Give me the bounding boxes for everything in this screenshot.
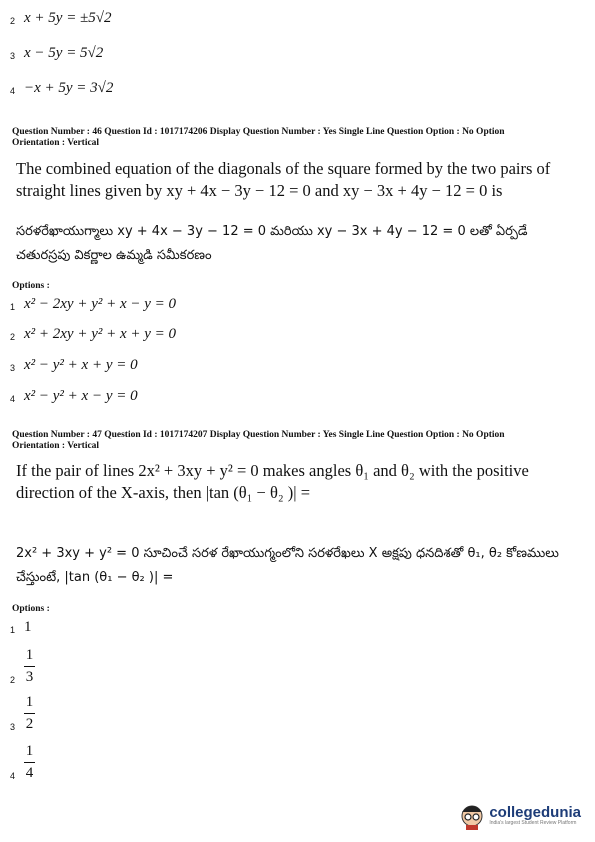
option-text: x² − y² + x + y = 0 — [24, 357, 138, 373]
prev-option-2 — [10, 10, 112, 27]
fraction-bar — [24, 762, 35, 763]
q46-options-label: Options : — [12, 281, 50, 291]
option-text: x² − y² + x − y = 0 — [24, 388, 138, 404]
q47-option-2[interactable] — [10, 647, 35, 686]
option-text: x² − 2xy + y² + x − y = 0 — [24, 296, 177, 312]
option-text: x + 5y = ±5√2 — [24, 10, 112, 26]
option-number: 3 — [10, 51, 16, 61]
q47-english-text: If the pair of lines 2x² + 3xy + y² = 0 makes angles θ₁ and θ₂ with the positive direction of the X-axis, then |tan (θ₁ − θ₂ )| = — [16, 461, 529, 502]
option-number: 3 — [10, 363, 16, 373]
option-number: 4 — [10, 394, 16, 404]
option-number: 4 — [10, 86, 16, 96]
denominator: 4 — [25, 765, 34, 781]
q47-option-4[interactable] — [10, 743, 35, 782]
option-number: 1 — [10, 625, 16, 635]
numerator: 1 — [25, 694, 34, 710]
q47-meta-line2: Orientation : Vertical — [12, 441, 100, 451]
q46-english-text: The combined equation of the diagonals of the square formed by the two pairs of straight lines given by xy + 4x − 3y − 12 = 0 and xy − 3x + 4y − 12 = 0 is — [16, 159, 551, 200]
q47-meta — [12, 430, 505, 452]
q46-meta-line1: Question Number : 46 Question Id : 1017174206 Display Question Number : Yes Single Line Question Option : No Option — [12, 127, 505, 137]
fraction — [24, 647, 35, 686]
logo-tagline: India's largest Student Review Platform — [489, 819, 577, 826]
fraction-bar — [24, 713, 35, 714]
denominator: 2 — [25, 716, 34, 732]
q47-meta-line1: Question Number : 47 Question Id : 1017174207 Display Question Number : Yes Single Line Question Option : No Option — [12, 430, 505, 440]
option-value: 1 — [24, 619, 32, 635]
numerator: 1 — [25, 647, 34, 663]
q46-meta-line2: Orientation : Vertical — [12, 138, 100, 148]
prev-option-3 — [10, 45, 103, 62]
option-number: 2 — [10, 675, 16, 685]
fraction — [24, 743, 35, 782]
fraction-bar — [24, 666, 35, 667]
option-text: x² + 2xy + y² + x + y = 0 — [24, 326, 177, 342]
fraction — [24, 694, 35, 733]
mascot-icon — [458, 800, 486, 830]
q46-option-3[interactable] — [10, 357, 138, 374]
option-number: 2 — [10, 16, 16, 26]
logo-name: collegedunia — [489, 803, 581, 821]
q47-option-3[interactable] — [10, 694, 35, 733]
q47-option-1[interactable] — [10, 619, 32, 636]
prev-option-4 — [10, 80, 113, 97]
option-number: 2 — [10, 332, 16, 342]
q46-option-1[interactable] — [10, 296, 176, 313]
option-number: 3 — [10, 722, 16, 732]
option-number: 4 — [10, 771, 16, 781]
denominator: 3 — [25, 669, 34, 685]
numerator: 1 — [25, 743, 34, 759]
q46-option-4[interactable] — [10, 388, 138, 405]
option-number: 1 — [10, 302, 16, 312]
collegedunia-logo — [458, 800, 581, 830]
q46-meta — [12, 127, 505, 149]
q47-options-label: Options : — [12, 604, 50, 614]
option-text: x − 5y = 5√2 — [24, 45, 104, 61]
option-text: −x + 5y = 3√2 — [24, 80, 114, 96]
q47-telugu-text: 2x² + 3xy + y² = 0 సూచించే సరళ రేఖాయుగ్మంలోని సరళరేఖలు X అక్షపు ధనదిశతో θ₁, θ₂ కోణములు చేస్తుంటే, |tan (θ₁ − θ₂ )| = — [16, 546, 559, 585]
q46-telugu-text: సరళరేఖాయుగ్మాలు xy + 4x − 3y − 12 = 0 మరియు xy − 3x + 4y − 12 = 0 లతో ఏర్పడే చతురస్రపు వికర్ణాల ఉమ్మడి సమీకరణం — [16, 224, 528, 263]
q46-option-2[interactable] — [10, 326, 176, 343]
